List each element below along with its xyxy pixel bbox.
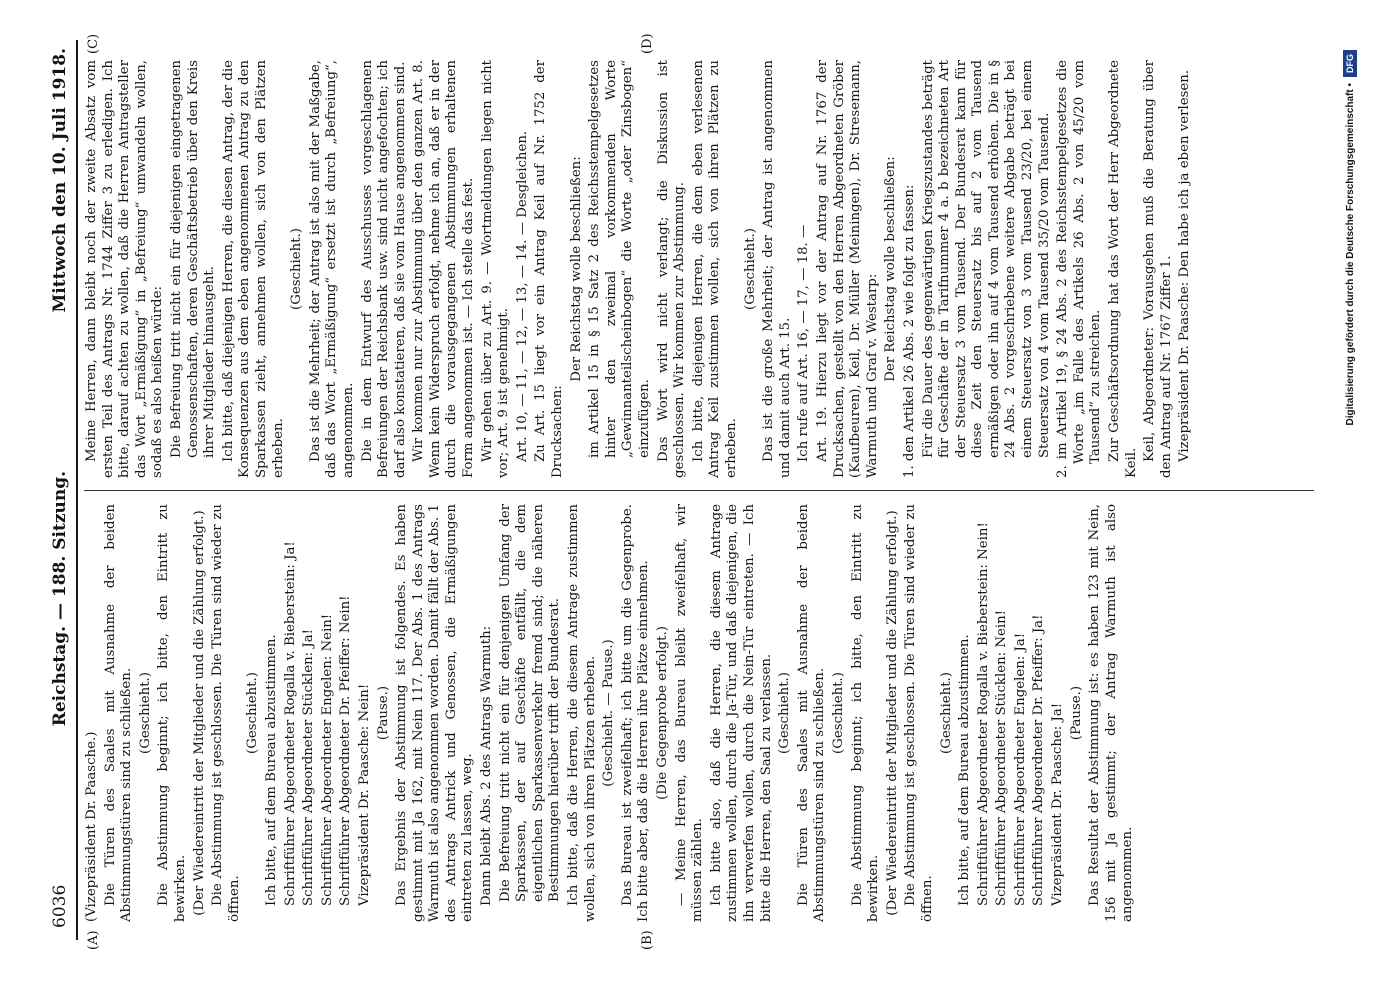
paragraph: Die Abstimmung beginnt; ich bitte, den Eintritt zu bewirken. bbox=[849, 504, 882, 922]
paragraph: Ich bitte, auf dem Bureau abzustimmen. bbox=[957, 634, 973, 906]
paragraph: Ich bitte, auf dem Bureau abzustimmen. bbox=[263, 634, 279, 906]
quoted-motion: im Artikel 15 in § 15 Satz 2 des Reichsstempelgesetzes hinter den zweimal vorkommenden Worte „Gewinnanteilscheinbogen“ die Worte „oder Zinsbogen“ einzufügen. bbox=[587, 60, 652, 458]
paragraph: Meine Herren, dann bleibt noch der zweite Absatz vom ersten Teil des Antrags Nr. 1744 Ziffer 3 zu erledigen. Ich bitte, darauf achten zu wollen, daß die Herren Antragsteller das Wort „Ermäßigung“ in „Befreiung“ umwandeln wollen, sodaß es also heißen würde: bbox=[84, 60, 166, 478]
stage-direction: (Geschieht.) bbox=[777, 672, 793, 754]
speaker-line: Schriftführer Abgeordneter Rogalla v. Bieberstein: Nein! bbox=[975, 522, 991, 906]
paragraph: Die in dem Entwurf des Ausschusses vorgeschlagenen Befreiungen der Reichsbank usw. sind nicht angefochten; ich darf also konstatieren, daß sie vom Hause angenommen sind. bbox=[359, 60, 408, 478]
paragraph: Das ist die große Mehrheit; der Antrag ist angenommen und damit auch Art. 15. bbox=[761, 60, 793, 478]
dfg-logo: DFG bbox=[1343, 50, 1357, 77]
stage-direction: (Geschieht. — Pause.) bbox=[601, 639, 617, 787]
stage-direction: (Die Gegenprobe erfolgt.) bbox=[655, 626, 670, 800]
column-divider bbox=[84, 490, 1314, 491]
speaker-line: Schriftführer Abgeordneter Engelen: Nein! bbox=[319, 613, 335, 906]
stage-direction: (Der Wiedereintritt der Mitglieder und die Zählung erfolgt.) bbox=[191, 510, 207, 916]
speaker-line: Schriftführer Abgeordneter Stücklen: Ja! bbox=[301, 629, 317, 906]
motion-item: 1. den Artikel 26 Abs. 2 wie folgt zu fassen: bbox=[901, 184, 917, 478]
header-rule bbox=[76, 40, 78, 940]
stage-direction: (Der Wiedereintritt der Mitglieder und die Zählung erfolgt.) bbox=[884, 510, 900, 916]
stage-direction: (Geschieht.) bbox=[830, 672, 846, 754]
page-number: 6036 bbox=[50, 884, 70, 928]
paragraph: Art. 10, — 11, — 12, — 13, — 14. — Desgleichen. bbox=[514, 130, 530, 462]
speaker-line: Schriftführer Abgeordneter Dr. Pfeiffer: Ja! bbox=[1031, 614, 1047, 906]
paragraph: Ich bitte also, daß die Herren, die diesem Antrage zustimmen wollen, durch die Ja-Tür, und daß diejenigen, die ihn verwerfen wollen, durch die Nein-Tür eintreten. — Ich bitte die Herren, den Saal zu verlassen. bbox=[708, 504, 774, 922]
paragraph: Die Türen des Saales mit Ausnahme der beiden Abstimmungstüren sind zu schließen. bbox=[102, 504, 135, 922]
speaker-line: Vizepräsident Dr. Paasche: Nein! bbox=[356, 683, 372, 906]
paragraph: Dann bleibt Abs. 2 des Antrags Warmuth: bbox=[479, 625, 495, 906]
quoted-motion: Die Befreiung tritt nicht ein für diejenigen eingetragenen Genossenschaften, deren Geschäftsbetrieb über den Kreis ihrer Mitglieder hinausgeht. bbox=[168, 60, 218, 458]
margin-mark-c: (C) bbox=[86, 33, 101, 54]
speaker-line: Schriftführer Abgeordneter Rogalla v. Bieberstein: Ja! bbox=[282, 541, 298, 906]
stage-direction: (Pause.) bbox=[1068, 685, 1084, 741]
paragraph: Art. 19. Hierzu liegt vor der Antrag auf Nr. 1767 der Drucksachen, gestellt von den Herren Abgeordneten Gröber (Kaufbeuren), Keil, Dr. Müller (Meiningen), Dr. Stresemann, Warmuth und Graf v. Westarp: bbox=[814, 60, 880, 478]
paragraph: Zur Geschäftsordnung hat das Wort der Herr Abgeordnete Keil. bbox=[1107, 60, 1139, 478]
paragraph: Wir kommen nur zur Abstimmung über den ganzen Art. 8. Wenn kein Widerspruch erfolgt, nehme ich an, daß er in der durch die vorausgegangenen Abstimmungen erhaltenen Form angenommen ist. — Ich stelle das fest. bbox=[411, 60, 477, 478]
left-column bbox=[84, 504, 1314, 922]
speaker-line: Schriftführer Abgeordneter Engelen: Ja! bbox=[1012, 632, 1028, 906]
speaker-line: Vizepräsident Dr. Paasche: Ja! bbox=[1050, 702, 1066, 906]
paragraph: Die Abstimmung beginnt; ich bitte, den Eintritt zu bewirken. bbox=[156, 504, 188, 922]
paragraph: Die Abstimmung ist geschlossen. Die Türen sind wieder zu öffnen. bbox=[903, 504, 935, 922]
margin-mark-d: (D) bbox=[640, 33, 655, 54]
paragraph: Das Bureau ist zweifelhaft; ich bitte um die Gegenprobe. Ich bitte aber, daß die Herren ihre Plätze einnehmen. bbox=[619, 504, 652, 922]
quoted-motion: Die Befreiung tritt nicht ein für denjenigen Umfang der Sparkassen, der auf Geschäfte entfällt, die dem eigentlichen Sparkassenverkehr fremd sind; die näheren Bestimmungen hierüber trifft der Bundesrat. bbox=[497, 504, 563, 902]
paragraph: Das Wort wird nicht verlangt; die Diskussion ist geschlossen. Wir kommen zur Abstimmung. bbox=[655, 60, 688, 478]
page-header bbox=[50, 48, 74, 928]
motion-item: 2. im Artikel 19, § 24 Abs. 2 des Reichsstempelgesetzes die Worte „im Falle des Artikels 26 Abs. 2 von 45/20 vom Tausend“ zu streichen. bbox=[1055, 60, 1104, 478]
credit-text: Digitalisierung gefördert durch die Deutsche Forschungsgemeinschaft • bbox=[1344, 83, 1356, 426]
digitization-credit bbox=[1340, 50, 1360, 910]
session-title: Reichstag. — 188. Sitzung. bbox=[50, 470, 70, 727]
stage-direction: (Geschieht.) bbox=[137, 672, 153, 754]
paragraph: Ich bitte, daß die Herren, die diesem Antrage zustimmen wollen, sich von ihren Plätzen erheben. bbox=[566, 504, 598, 922]
paragraph: Ich bitte, daß diejenigen Herren, die diesen Antrag, der die Konsequenzen aus dem eben angenommenen Antrag zu den Sparkassen zieht, annehmen wollen, sich von den Plätzen erheben. bbox=[220, 60, 286, 478]
motion-heading: Der Reichstag wolle beschließen: bbox=[568, 156, 584, 382]
paragraph: (Vizepräsident Dr. Paasche.) bbox=[84, 731, 99, 922]
paragraph: Zu Art. 15 liegt vor ein Antrag Keil auf Nr. 1752 der Drucksachen: bbox=[533, 60, 566, 478]
stage-direction: (Geschieht.) bbox=[742, 228, 758, 310]
speaker-line: Schriftführer Abgeordneter Dr. Pfeiffer: Nein! bbox=[338, 595, 354, 906]
speaker-line: Vizepräsident Dr. Paasche: Den habe ich ja eben verlesen. bbox=[1177, 69, 1193, 462]
right-column bbox=[84, 60, 1314, 478]
margin-mark-b: (B) bbox=[640, 930, 655, 950]
stage-direction: (Pause.) bbox=[375, 685, 391, 741]
speaker-line: Keil, Abgeordneter: Vorausgehen muß die Beratung über den Antrag auf Nr. 1767 Ziffer 1. bbox=[1142, 60, 1174, 478]
stage-direction: (Geschieht.) bbox=[245, 672, 261, 754]
paragraph: Die Abstimmung ist geschlossen. Die Türen sind wieder zu öffnen. bbox=[210, 504, 242, 922]
session-date: Mittwoch den 10. Juli 1918. bbox=[50, 48, 70, 313]
motion-heading: Der Reichstag wolle beschließen: bbox=[883, 156, 899, 382]
paragraph: Ich bitte, diejenigen Herren, die dem eben verlesenen Antrag Keil zustimmen wollen, sich von ihren Plätzen zu erheben. bbox=[690, 60, 739, 478]
speaker-line: Schriftführer Abgeordneter Stücklen: Nein! bbox=[994, 609, 1010, 906]
paragraph: Das Ergebnis der Abstimmung ist folgendes. Es haben gestimmt mit Ja 162, mit Nein 117. Der Abs. 1 des Antrags Warmuth ist also angenommen worden. Damit fällt der Abs. 1 des Antrags Antrick und Genossen, die Ermäßigungen eintreten zu lassen, weg. bbox=[394, 504, 476, 922]
stage-direction: (Geschieht.) bbox=[938, 672, 954, 754]
paragraph: Das Resultat der Abstimmung ist: es haben 123 mit Nein, 156 mit Ja gestimmt; der Antrag Warmuth ist also angenommen. bbox=[1087, 504, 1136, 922]
paragraph: Wir gehen über zu Art. 9. — Wortmeldungen liegen nicht vor; Art. 9 ist genehmigt. bbox=[479, 60, 512, 478]
stage-direction: (Geschieht.) bbox=[289, 228, 305, 310]
margin-mark-a: (A) bbox=[86, 930, 101, 950]
paragraph: Die Türen des Saales mit Ausnahme der beiden Abstimmungstüren sind zu schließen. bbox=[795, 504, 828, 922]
quoted-motion: Für die Dauer des gegenwärtigen Kriegszustandes beträgt für Geschäfte der in Tarifnummer 4 a. b bezeichneten Art der Steuersatz 3 vom Tausend. Der Bundesrat kann für diese Zeit den Steuersatz bis auf 2 vom Tausend ermäßigen oder ihn auf 4 vom Tausend erhöhen. Die in § 24 Abs. 2 vorgeschriebene weitere Abgabe beträgt bei einem Steuersatz von 3 vom Tausend 23/20, bei einem Steuersatz von 4 vom Tausend 35/20 vom Tausend. bbox=[920, 60, 1052, 458]
paragraph: — Meine Herren, das Bureau bleibt zweifelhaft, wir müssen zählen. bbox=[673, 504, 706, 922]
paragraph: Das ist die Mehrheit; der Antrag ist also mit der Maßgabe, daß das Wort „Ermäßigung“ ersetzt ist durch „Befreiung“, angenommen. bbox=[307, 60, 356, 478]
paragraph: Ich rufe auf Art. 16, — 17, — 18. — bbox=[796, 224, 812, 462]
